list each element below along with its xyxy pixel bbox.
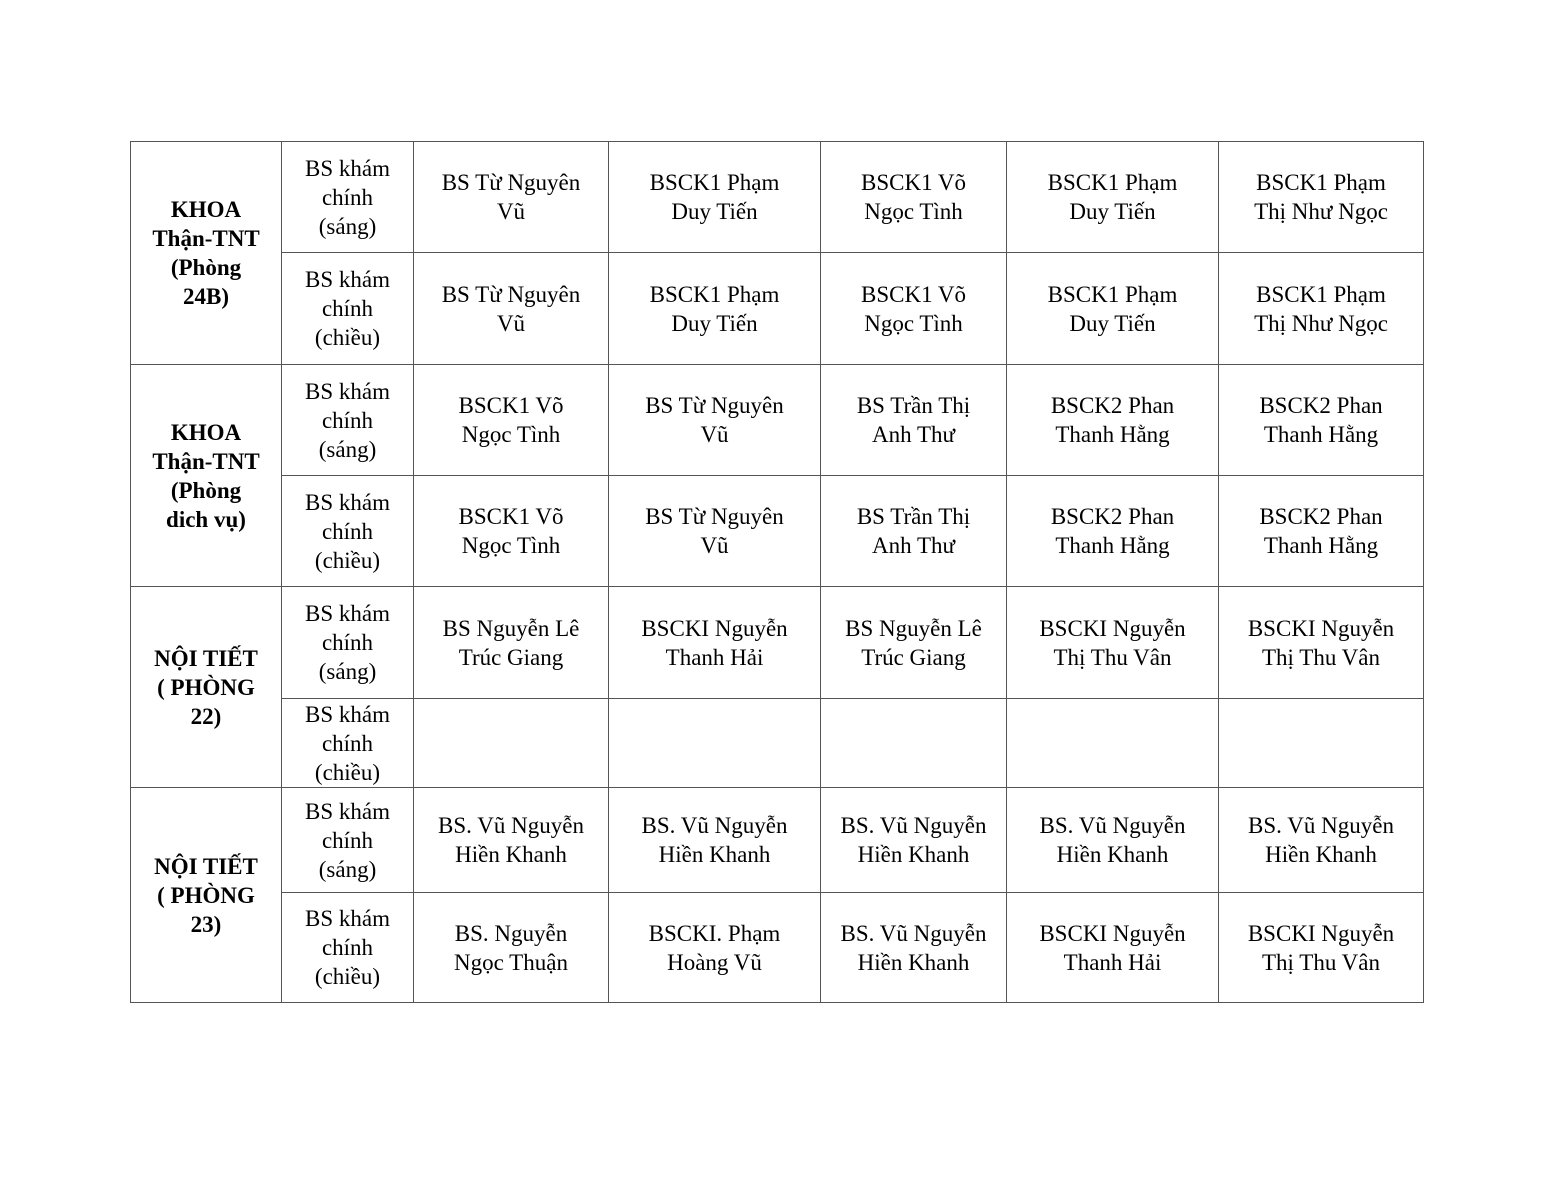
doctor-cell [821,893,1007,1003]
shift-cell [282,587,414,699]
cell-line: BS Từ Nguyên [645,393,784,418]
cell-line: Thận-TNT [152,226,260,251]
cell-line: Hiền Khanh [658,842,771,867]
cell-line: 24B) [183,284,229,309]
cell-line: BS khám [305,267,390,292]
cell-line: Anh Thư [872,533,955,558]
cell-line: Thanh Hằng [1055,422,1170,447]
cell-line: BSCK1 Võ [458,393,564,418]
cell-line: BSCK2 Phan [1259,393,1383,418]
doctor-cell [1219,253,1424,365]
doctor-cell [609,587,821,699]
doctor-cell [414,893,609,1003]
cell-line: Duy Tiến [1069,199,1156,224]
cell-line: Duy Tiến [1069,310,1156,336]
cell-line: BSCK2 Phan [1050,504,1175,529]
cell-line: BS khám [305,701,390,727]
cell-line: BSCKI Nguyễn [641,615,788,641]
cell-line: BS. Vũ Nguyễn [840,920,987,946]
cell-line: Duy Tiến [671,310,758,336]
cell-line: chính [321,935,374,960]
cell-line: BS khám [305,155,390,181]
cell-line: Thanh Hải [665,644,764,670]
shift-cell [282,699,414,788]
doctor-cell [609,142,821,253]
table-row [131,365,1424,476]
cell-line: chính [321,730,374,756]
cell-line: Ngọc Tình [864,199,963,224]
doctor-cell [609,699,821,788]
cell-line: Thanh Hằng [1263,533,1379,558]
cell-line: Trúc Giang [458,644,564,670]
cell-line: BS Nguyễn Lê [845,615,982,641]
cell-line: KHOA [170,197,242,222]
cell-line: Thị Như Ngọc [1254,310,1388,336]
cell-line: Hiền Khanh [1265,842,1377,867]
doctor-cell [609,788,821,893]
doctor-cell [1007,893,1219,1003]
cell-line: dich vụ) [166,506,246,532]
cell-line: (sáng) [318,213,377,239]
cell-line: Hiền Khanh [857,949,970,975]
cell-line: Vũ [496,310,526,336]
cell-line: BSCKI Nguyễn [1039,615,1186,641]
cell-line: NỘI TIẾT [154,853,258,879]
cell-line: BSCKI Nguyễn [1039,920,1186,946]
doctor-cell [821,253,1007,365]
cell-line: Duy Tiến [671,199,758,224]
cell-line: (chiều) [314,325,381,350]
cell-line: BSCK1 Phạm [1256,170,1386,195]
cell-line: BSCK1 Võ [860,170,967,195]
cell-line: BS Từ Nguyên [441,281,581,307]
doctor-cell [609,476,821,587]
table-row [131,788,1424,893]
shift-cell [282,365,414,476]
cell-line: BS khám [305,489,390,515]
doctor-cell [1007,253,1219,365]
cell-line: BSCK1 Phạm [649,281,780,307]
cell-line: Ngọc Tình [864,310,963,336]
cell-line: (Phòng [170,255,242,280]
doctor-cell [821,476,1007,587]
doctor-cell [1007,365,1219,476]
cell-line: BSCK2 Phan [1259,504,1383,529]
cell-line: BS Từ Nguyên [441,170,581,195]
cell-line: Thị Như Ngọc [1254,199,1388,224]
cell-line: NỘI TIẾT [154,645,258,671]
schedule-body [131,142,1424,1003]
department-cell [131,788,282,1003]
shift-cell [282,253,414,365]
cell-line: BS. Vũ Nguyễn [641,813,788,838]
doctor-cell [1007,587,1219,699]
doctor-cell [1219,365,1424,476]
doctor-cell [414,253,609,365]
cell-line: BS. Vũ Nguyễn [1248,813,1394,838]
cell-line: 22) [190,703,222,729]
doctor-cell [821,788,1007,893]
doctor-cell [1007,476,1219,587]
cell-line: Thị Thu Vân [1262,644,1380,670]
table-row [131,699,1424,788]
cell-line: Anh Thư [872,422,955,447]
cell-line: BSCK1 Phạm [1047,170,1178,195]
cell-line: BS Trần Thị [856,504,971,529]
doctor-cell [414,365,609,476]
doctor-cell [1219,893,1424,1003]
table-row [131,893,1424,1003]
department-cell [131,587,282,788]
doctor-cell [821,587,1007,699]
cell-line: ( PHÒNG [157,674,255,700]
cell-line: Vũ [700,533,729,558]
doctor-cell [1219,476,1424,587]
doctor-cell [1219,142,1424,253]
cell-line: Hiền Khanh [455,842,567,867]
shift-cell [282,893,414,1003]
cell-line: (sáng) [318,659,377,684]
doctor-cell [609,365,821,476]
cell-line: Ngọc Tình [461,533,561,558]
cell-line: Trúc Giang [861,644,966,670]
cell-line: Thị Thu Vân [1053,644,1172,670]
cell-line: (chiều) [314,964,381,989]
table-row [131,587,1424,699]
cell-line: (sáng) [318,436,377,462]
table-row [131,253,1424,365]
doctor-cell [1219,587,1424,699]
cell-line: BS khám [305,906,390,931]
cell-line: BSCKI. Phạm [648,920,781,946]
schedule-table [130,141,1424,1003]
cell-line: Hiền Khanh [857,842,970,867]
doctor-cell [821,365,1007,476]
cell-line: Ngọc Thuận [454,949,568,975]
doctor-cell [1219,699,1424,788]
cell-line: chính [321,296,374,321]
cell-line: BSCK1 Võ [458,504,564,529]
doctor-cell [1219,788,1424,893]
cell-line: BS. Nguyễn [454,920,568,946]
cell-line: BS khám [305,378,390,404]
shift-cell [282,788,414,893]
doctor-cell [609,253,821,365]
cell-line: Ngọc Tình [461,422,561,447]
cell-line: Hoàng Vũ [667,949,762,975]
cell-line: BS. Vũ Nguyễn [438,813,584,838]
cell-line: BS Trần Thị [856,393,971,418]
cell-line: (chiều) [314,547,381,573]
doctor-cell [821,699,1007,788]
doctor-cell [609,893,821,1003]
cell-line: BSCK1 Phạm [1256,281,1386,307]
shift-cell [282,476,414,587]
cell-line: Thị Thu Vân [1262,949,1380,975]
cell-line: BS khám [305,798,390,824]
cell-line: chính [321,518,374,544]
department-cell [131,142,282,365]
shift-cell [282,142,414,253]
cell-line: chính [321,827,374,853]
cell-line: BS khám [305,601,390,626]
cell-line: (Phòng [170,477,242,503]
cell-line: (chiều) [314,759,381,785]
cell-line: Thận-TNT [152,448,260,474]
doctor-cell [414,476,609,587]
cell-line: BSCKI Nguyễn [1247,920,1395,946]
cell-line: BS. Vũ Nguyễn [1039,813,1186,838]
cell-line: BSCK1 Phạm [1047,281,1178,307]
cell-line: chính [321,184,374,210]
cell-line: Hiền Khanh [1056,842,1169,867]
doctor-cell [1007,788,1219,893]
doctor-cell [821,142,1007,253]
cell-line: Vũ [496,199,526,224]
cell-line: BSCK1 Võ [860,281,967,307]
doctor-cell [414,788,609,893]
cell-line: Thanh Hằng [1055,533,1170,558]
doctor-cell [1007,142,1219,253]
cell-line: BS Nguyễn Lê [442,615,580,641]
cell-line: BS. Vũ Nguyễn [840,813,987,838]
cell-line: Thanh Hải [1063,949,1162,975]
cell-line: BSCK2 Phan [1050,393,1175,418]
cell-line: BSCK1 Phạm [649,170,780,195]
cell-line: KHOA [170,419,242,445]
doctor-cell [414,587,609,699]
cell-line: BS Từ Nguyên [645,504,784,529]
cell-line: Vũ [700,422,729,447]
cell-line: BSCKI Nguyễn [1247,615,1395,641]
table-row [131,476,1424,587]
doctor-cell [414,142,609,253]
cell-line: chính [321,407,374,433]
doctor-cell [414,699,609,788]
cell-line: Thanh Hằng [1263,422,1379,447]
department-cell [131,365,282,587]
cell-line: (sáng) [318,856,377,882]
cell-line: ( PHÒNG [157,882,255,908]
table-row [131,142,1424,253]
cell-line: 23) [190,911,222,937]
cell-line: chính [321,630,374,655]
doctor-cell [1007,699,1219,788]
